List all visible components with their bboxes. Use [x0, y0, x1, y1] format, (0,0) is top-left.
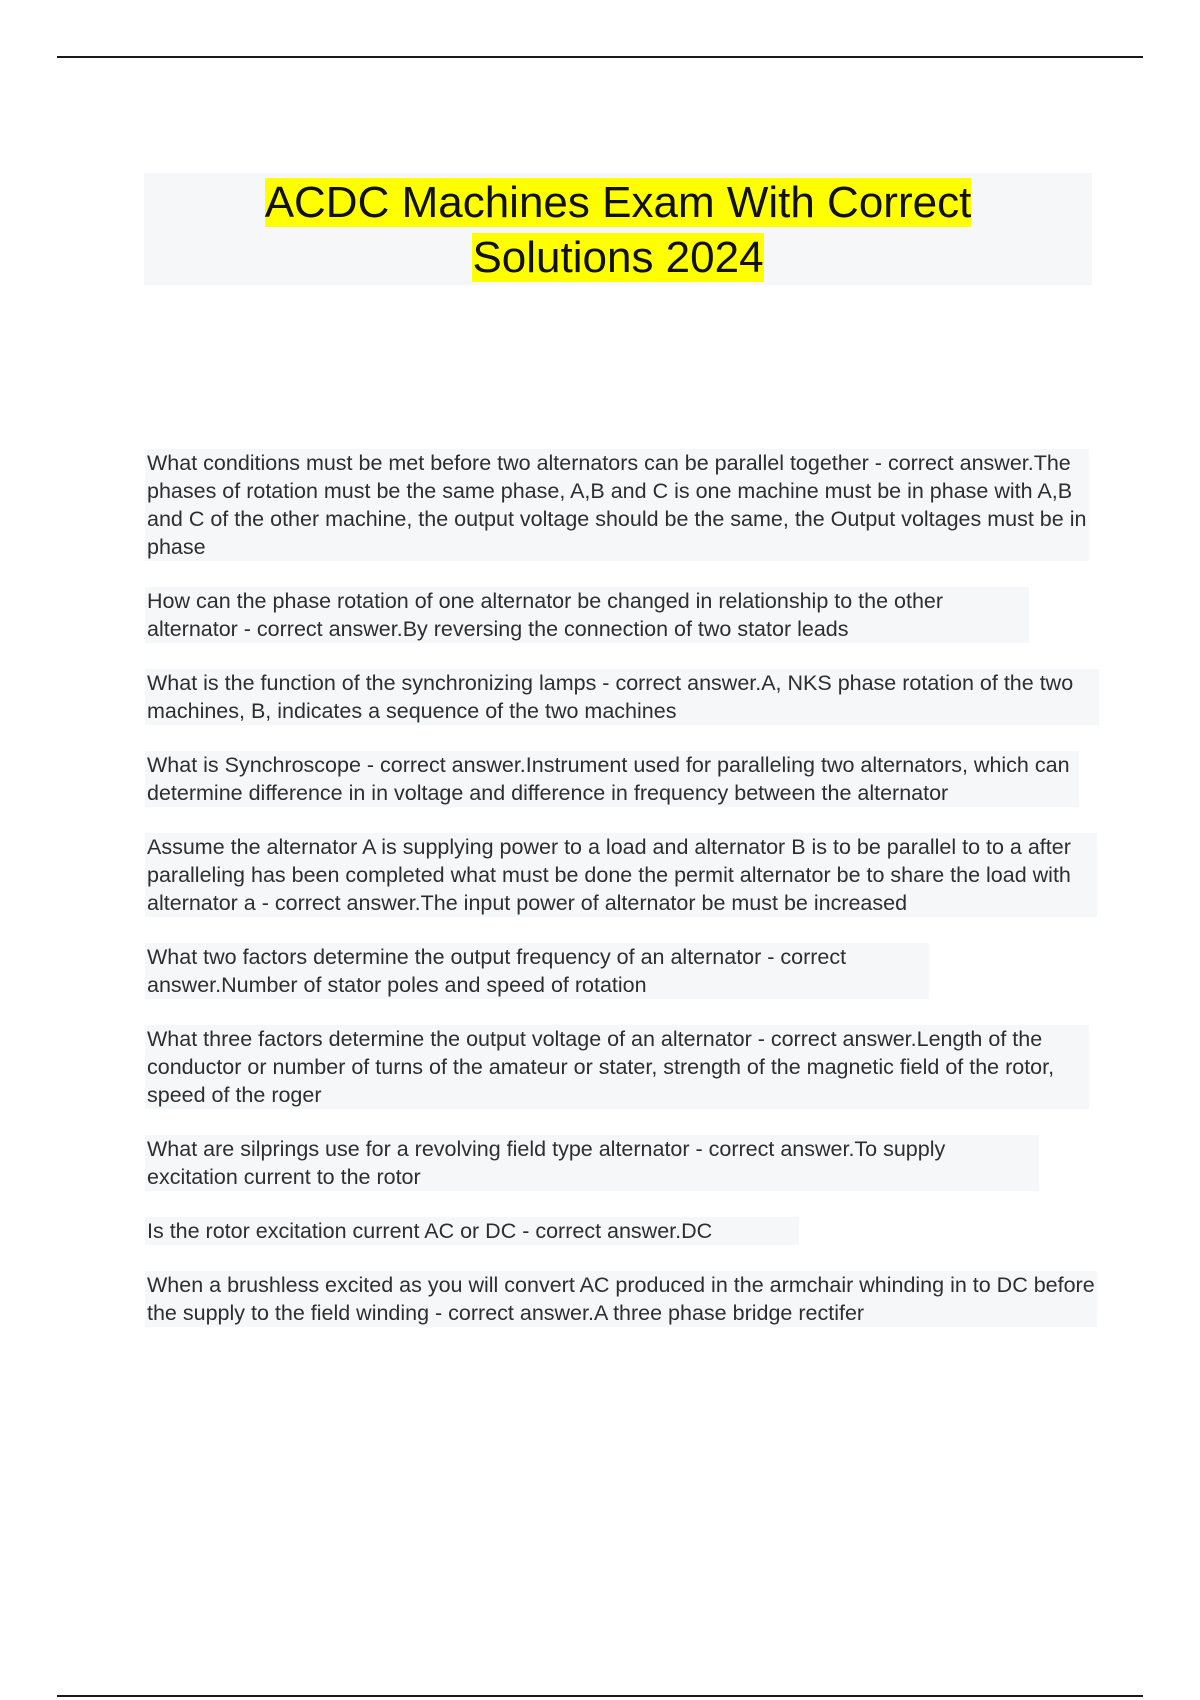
title-line-1: ACDC Machines Exam With Correct: [264, 178, 972, 227]
title-block: [144, 173, 1092, 285]
qa-item-1: What conditions must be met before two alternators can be parallel together - correct answer.The phases of rotation must be the same phase, A,B and C is one machine must be in phase with A,B and C of the other machine, the output voltage should be the same, the Output voltages must be in phase: [145, 449, 1089, 561]
qa-item-7: What three factors determine the output voltage of an alternator - correct answer.Length of the conductor or number of turns of the amateur or stater, strength of the magnetic field of the rotor, speed of the roger: [145, 1025, 1089, 1109]
qa-item-6: What two factors determine the output frequency of an alternator - correct answer.Number of stator poles and speed of rotation: [145, 943, 929, 999]
title-line-2: Solutions 2024: [472, 233, 764, 282]
document-title: [144, 173, 1092, 285]
qa-item-5: Assume the alternator A is supplying power to a load and alternator B is to be parallel to to a after paralleling has been completed what must be done the permit alternator be to share the load with alternator a - correct answer.The input power of alternator be must be increased: [145, 833, 1097, 917]
top-rule: [57, 56, 1143, 58]
qa-item-4: What is Synchroscope - correct answer.Instrument used for paralleling two alternators, which can determine difference in in voltage and difference in frequency between the alternator: [145, 751, 1079, 807]
qa-item-2: How can the phase rotation of one alternator be changed in relationship to the other alternator - correct answer.By reversing the connection of two stator leads: [145, 587, 1029, 643]
bottom-rule: [57, 1695, 1143, 1697]
qa-item-9: Is the rotor excitation current AC or DC - correct answer.DC: [145, 1217, 799, 1245]
qa-item-3: What is the function of the synchronizing lamps - correct answer.A, NKS phase rotation of the two machines, B, indicates a sequence of the two machines: [145, 669, 1099, 725]
qa-item-8: What are silprings use for a revolving field type alternator - correct answer.To supply excitation current to the rotor: [145, 1135, 1039, 1191]
qa-item-10: When a brushless excited as you will convert AC produced in the armchair whinding in to DC before the supply to the field winding - correct answer.A three phase bridge rectifer: [145, 1271, 1097, 1327]
qa-list: [145, 449, 1095, 1353]
